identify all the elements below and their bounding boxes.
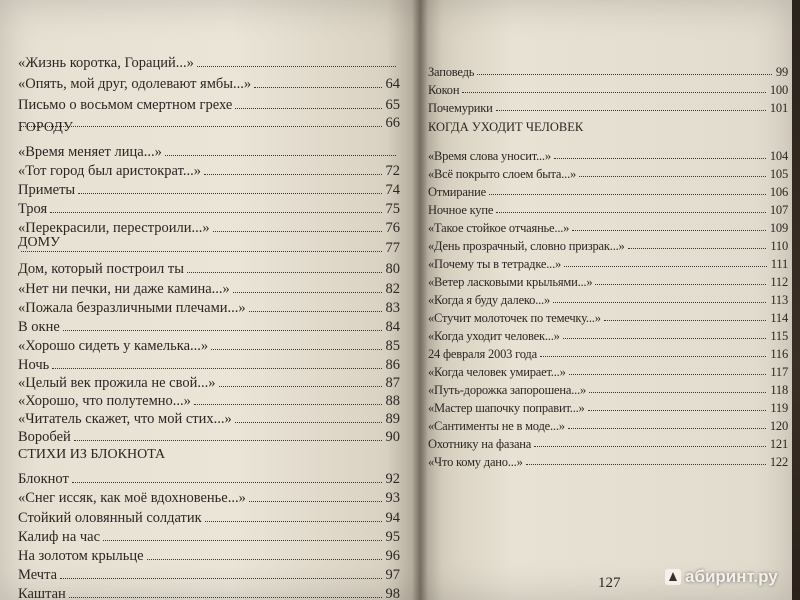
leader-dots [72, 482, 382, 483]
leader-dots [553, 302, 766, 303]
leader-dots [534, 446, 766, 447]
toc-entry-page-number: 90 [385, 429, 400, 445]
toc-entry-title: На золотом крыльце [18, 548, 144, 564]
leader-dots [579, 176, 766, 177]
toc-entry-title: Каштан [18, 586, 66, 600]
leader-dots [219, 386, 382, 387]
toc-entry-title: Письмо о восьмом смертном грехе [18, 97, 233, 113]
leader-dots [628, 248, 767, 249]
toc-entry-page-number: 95 [385, 529, 400, 545]
toc-entry-page-number: 92 [385, 471, 400, 487]
labirint-logo-icon [664, 568, 682, 586]
leader-dots [540, 356, 766, 357]
leader-dots [249, 311, 382, 312]
toc-entry-title: «Путь-дорожка запорошена...» [428, 383, 587, 397]
toc-entry-title: Мечта [18, 567, 58, 583]
toc-entry-page-number: 99 [775, 65, 788, 79]
leader-dots [496, 212, 766, 213]
toc-entry-page-number: 96 [385, 548, 400, 564]
toc-entry [18, 256, 400, 278]
toc-entry-page-number: 64 [385, 76, 400, 92]
toc-entry-title: Ночь [18, 357, 50, 373]
leader-dots [235, 422, 382, 423]
leader-dots [213, 231, 382, 232]
section-heading: КОГДА УХОДИТ ЧЕЛОВЕК [428, 120, 584, 134]
toc-entry-title: «Перекрасили, перестроили...» [18, 220, 210, 236]
toc-entry-title: «Стучит молоточек по темечку...» [428, 311, 601, 325]
leader-dots [569, 374, 767, 375]
toc-entry-title: «Что кому дано...» [428, 455, 523, 469]
toc-entry-page-number: 100 [769, 83, 788, 97]
toc-entry-title: «Хорошо сидеть у камелька...» [18, 338, 209, 354]
toc-entry-page-number: 113 [770, 293, 788, 307]
toc-entry-page-number: 112 [770, 275, 788, 289]
section-heading: ДОМУ [18, 235, 61, 250]
toc-entry-title: «Сантименты не в моде...» [428, 419, 565, 433]
leader-dots [564, 266, 767, 267]
toc-entry-page-number: 74 [385, 182, 400, 198]
toc-entry-page-number: 105 [769, 167, 788, 181]
toc-entry-title: «Когда уходит человек...» [428, 329, 560, 343]
toc-entry [18, 485, 400, 507]
toc-entry [18, 581, 400, 600]
toc-entry-page-number: 77 [385, 240, 400, 256]
leader-dots [63, 330, 382, 331]
leader-dots [462, 92, 766, 93]
leader-dots [211, 349, 381, 350]
toc-entry-page-number: 111 [770, 257, 788, 271]
toc-entry-title: «Жизнь коротка, Гораций...» [18, 55, 194, 71]
toc-entry-title: «Время слова уносит...» [428, 149, 551, 163]
toc-entry-page-number: 104 [769, 149, 788, 163]
toc-entry-title: «Нет ни печки, ни даже камина...» [18, 281, 230, 297]
toc-entry-title: «Всё покрыто слоем быта...» [428, 167, 577, 181]
toc-entry-page-number: 121 [769, 437, 788, 451]
toc-entry-page-number: 120 [769, 419, 788, 433]
toc-entry-page-number: 85 [385, 338, 400, 354]
toc-entry-title: «День прозрачный, словно призрак...» [428, 239, 625, 253]
toc-entry-page-number: 89 [385, 411, 400, 427]
toc-entry-title: «Снег иссяк, как моё вдохновенье...» [18, 490, 246, 506]
toc-entry-title: Почемурики [428, 101, 493, 115]
leader-dots [589, 392, 766, 393]
leader-dots [254, 87, 381, 88]
leader-dots [147, 559, 382, 560]
toc-entry-title: «Читатель скажет, что мой стих...» [18, 411, 232, 427]
toc-entry-title: Стойкий оловянный солдатик [18, 510, 202, 526]
leader-dots [205, 521, 382, 522]
toc-entry-title: Калиф на час [18, 529, 101, 545]
toc-entry-page-number: 76 [385, 220, 400, 236]
toc-entry-title: «Пожала безразличными плечами...» [18, 300, 246, 316]
toc-entry-page-number: 110 [770, 239, 788, 253]
leader-dots [568, 428, 766, 429]
toc-entry-page-number: 109 [769, 221, 788, 235]
toc-entry-title: Заповедь [428, 65, 475, 79]
toc-entry-page-number: 82 [385, 281, 400, 297]
leader-dots [165, 155, 396, 156]
toc-entry-page-number: 83 [385, 300, 400, 316]
toc-entry [18, 50, 400, 72]
leader-dots [489, 194, 766, 195]
page-number: 127 [598, 575, 621, 591]
leader-dots [595, 284, 766, 285]
toc-entry-page-number: 116 [770, 347, 788, 361]
toc-entry [18, 110, 400, 132]
toc-entry-title: Блокнот [18, 471, 69, 487]
leader-dots [187, 272, 382, 273]
toc-entry-page-number: 115 [770, 329, 788, 343]
toc-entry-title: Кокон [428, 83, 460, 97]
leader-dots [78, 193, 381, 194]
watermark [664, 567, 778, 587]
toc-entry-page-number: 114 [770, 311, 788, 325]
leader-dots [249, 501, 382, 502]
leader-dots [235, 108, 381, 109]
toc-entry-page-number: 93 [385, 490, 400, 506]
leader-dots [204, 174, 382, 175]
toc-entry-title: «Целый век прожила не свой...» [18, 375, 216, 391]
toc-entry [18, 215, 400, 237]
toc-entry-title: Приметы [18, 182, 76, 198]
toc-entry-page-number: 72 [385, 163, 400, 179]
toc-entry-title: «Мастер шапочку поправит...» [428, 401, 585, 415]
right-page [420, 0, 792, 600]
toc-entry-page-number: 94 [385, 510, 400, 526]
toc-entry-title: Воробей [18, 429, 71, 445]
toc-entry [428, 94, 788, 116]
toc-entry [18, 424, 400, 446]
toc-entry-page-number: 118 [770, 383, 788, 397]
toc-entry-title: «Тот город был аристократ...» [18, 163, 201, 179]
toc-entry-page-number: 97 [385, 567, 400, 583]
leader-dots [74, 440, 382, 441]
toc-entry-page-number: 66 [385, 115, 400, 131]
toc-entry-page-number: 80 [385, 261, 400, 277]
leader-dots [588, 410, 767, 411]
leader-dots [50, 212, 381, 213]
toc-entry [18, 71, 400, 93]
leader-dots [197, 66, 396, 67]
toc-entry-page-number: 87 [385, 375, 400, 391]
leader-dots [477, 74, 772, 75]
toc-entry-page-number: 101 [769, 101, 788, 115]
toc-entry-page-number: 86 [385, 357, 400, 373]
leader-dots [194, 404, 382, 405]
toc-entry-title: Ночное купе [428, 203, 494, 217]
toc-entry-title: Охотнику на фазана [428, 437, 532, 451]
toc-entry-title: «Когда я буду далеко...» [428, 293, 551, 307]
toc-entry-title: 24 февраля 2003 года [428, 347, 537, 361]
toc-entry-page-number: 122 [769, 455, 788, 469]
toc-entry-title: «Такое стойкое отчаянье...» [428, 221, 570, 235]
toc-entry-page-number: 75 [385, 201, 400, 217]
toc-entry-title: «Время меняет лица...» [18, 144, 162, 160]
leader-dots [496, 110, 766, 111]
toc-entry-page-number: 107 [769, 203, 788, 217]
section-heading: СТИХИ ИЗ БЛОКНОТА [18, 447, 166, 462]
toc-entry-title: «Ветер ласковыми крыльями...» [428, 275, 593, 289]
section-heading: ГОРОДУ [18, 120, 73, 135]
toc-entry [428, 448, 788, 470]
leader-dots [233, 292, 382, 293]
leader-dots [572, 230, 766, 231]
toc-entry-title: «Хорошо, что полутемно...» [18, 393, 191, 409]
toc-entry-page-number: 88 [385, 393, 400, 409]
toc-entry-title: Отмирание [428, 185, 487, 199]
toc-entry-page-number: 106 [769, 185, 788, 199]
toc-entry-title: В окне [18, 319, 60, 335]
leader-dots [69, 597, 382, 598]
toc-entry-title: «Опять, мой друг, одолевают ямбы...» [18, 76, 252, 92]
book-gutter [412, 0, 428, 600]
leader-dots [21, 126, 382, 127]
leader-dots [604, 320, 767, 321]
watermark-text: абиринт.ру [685, 567, 778, 586]
toc-entry-title: Дом, который построил ты [18, 261, 184, 277]
leader-dots [21, 251, 382, 252]
toc-entry [18, 235, 400, 257]
toc-entry-page-number: 117 [770, 365, 788, 379]
leader-dots [60, 578, 381, 579]
leader-dots [52, 368, 381, 369]
leader-dots [103, 540, 381, 541]
leader-dots [554, 158, 766, 159]
toc-entry-page-number: 98 [385, 586, 400, 600]
toc-entry-page-number: 84 [385, 319, 400, 335]
toc-entry-title: Троя [18, 201, 48, 217]
leader-dots [526, 464, 766, 465]
toc-entry-title: «Когда человек умирает...» [428, 365, 566, 379]
toc-entry-title: «Почему ты в тетрадке...» [428, 257, 562, 271]
toc-entry-page-number: 119 [770, 401, 788, 415]
toc-entry-page-number: 65 [385, 97, 400, 113]
leader-dots [563, 338, 767, 339]
